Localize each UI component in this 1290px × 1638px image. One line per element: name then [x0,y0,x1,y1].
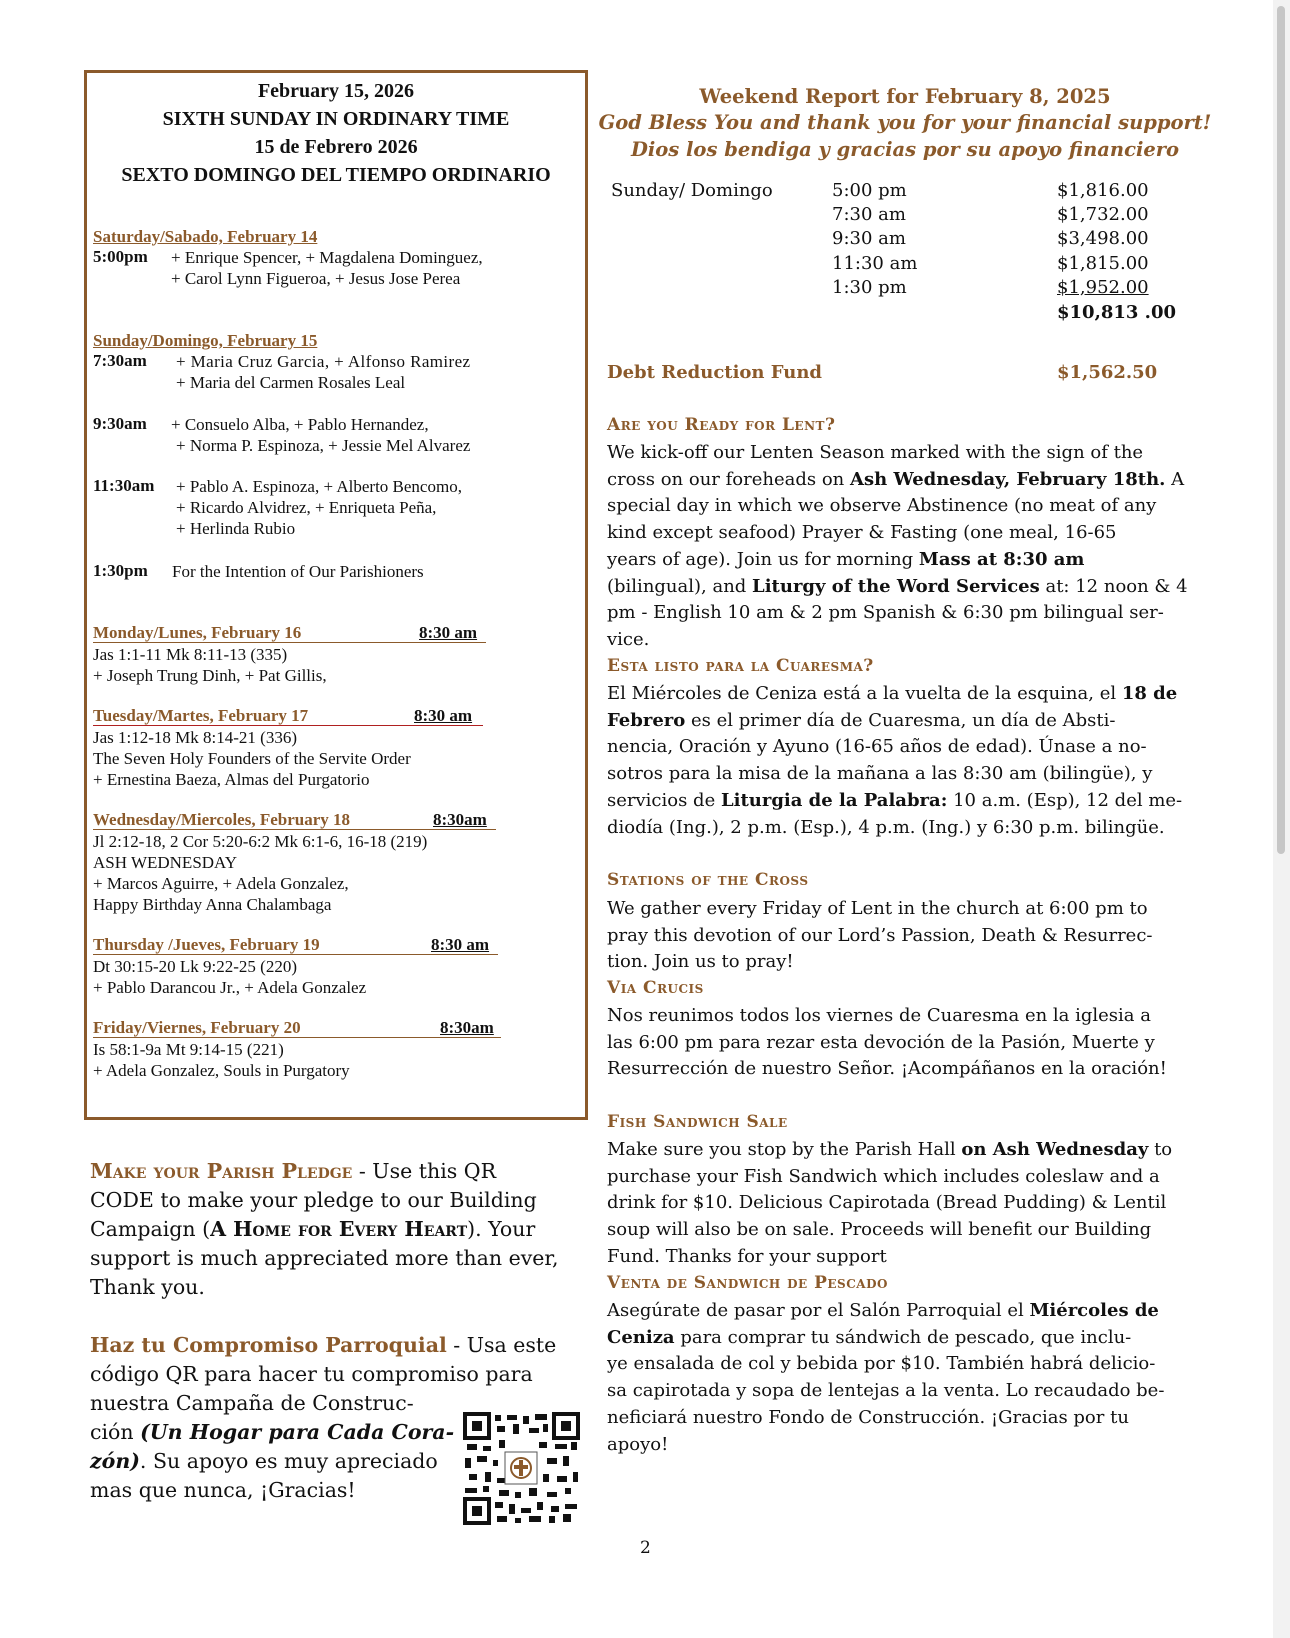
saturday-time: 5:00pm [93,247,148,266]
pledge-es-line3: nuestra Campaña de Construc- [90,1391,414,1415]
report-time: 5:00 pm [832,180,907,201]
pledge-es-line4a: ción [90,1420,141,1444]
pledge-en-campaign: A Home for Every Heart [210,1217,468,1241]
pledge-en-line1: - Use this QR [352,1159,497,1183]
report-time: 11:30 am [832,253,918,274]
lent-en-mass-time: Mass at 8:30 am [918,548,1085,570]
thursday-header: Thursday /Jueves, February 19 [93,935,320,954]
stations-en-line1: We gather every Friday of Lent in the church at 6:00 pm to [607,898,1148,919]
pledge-en-line5: Thank you. [90,1275,205,1299]
lent-en-line5a: years of age). Join us for morning [607,548,919,570]
fish-en-line3: drink for $10. Delicious Capirotada (Bread Pudding) & Lentil [607,1192,1167,1214]
pledge-en-line4: support is much appreciated more than ever, [90,1246,559,1270]
header-title-en: SIXTH SUNDAY IN ORDINARY TIME [162,108,510,130]
fish-en-line2: purchase your Fish Sandwich which includes coleslaw and a [607,1165,1160,1187]
lent-es-heading: Esta listo para la Cuaresma? [607,656,874,676]
lent-es-paragraph [607,681,1182,841]
stations-en-line2: pray this devotion of our Lord’s Passion, Death & Resurrec- [607,924,1153,946]
monday-header: Monday/Lunes, February 16 [93,623,302,642]
thursday-line2: + Pablo Darancou Jr., + Adela Gonzalez [93,978,367,997]
lent-es-date-b: Febrero [607,709,686,731]
lent-es-line3: nencia, Oración y Ayuno (16-65 años de edad). Únase a no- [607,736,1147,758]
fish-es-date-a: Miércoles de [1029,1300,1159,1321]
report-amount: $1,732.00 [1057,204,1149,225]
lent-es-line2b: es el primer día de Cuaresma, un día de Absti- [685,709,1116,731]
fish-en-line5: Fund. Thanks for your support [607,1245,887,1267]
sunday-m4-time: 1:30pm [93,561,148,580]
pledge-es-line1: - Usa este [446,1333,557,1357]
stations-en-heading: Stations of the Cross [607,870,809,890]
sunday-m3-line2: + Ricardo Alvidrez, + Enriqueta Peña, [176,498,437,517]
thursday-line1: Dt 30:15-20 Lk 9:22-25 (220) [93,957,297,976]
sunday-m3-time: 11:30am [93,476,155,495]
sunday-m3-line3: + Herlinda Rubio [176,519,296,538]
fish-es-line5: neficiará nuestro Fondo de Construcción. ¡Gracias por tu [607,1406,1129,1428]
lent-es-line5a: servicios de [607,789,721,811]
fish-es-line6: apoyo! [607,1433,669,1455]
header-date-en: February 15, 2026 [257,80,415,102]
pledge-es-campaign-a: (Un Hogar para Cada Cora- [140,1420,455,1444]
sunday-m1-line2: + Maria del Carmen Rosales Leal [176,373,406,392]
report-label: Sunday/ Domingo [611,180,773,201]
lent-en-line7: pm - English 10 am & 2 pm Spanish & 6:30 pm bilingual ser- [607,602,1164,624]
lent-en-liturgy: Liturgy of the Word Services [752,575,1040,597]
pledge-en-line3c: ). Your [467,1217,536,1241]
lent-es-date-a: 18 de [1121,683,1178,704]
lent-en-line1: We kick-off our Lenten Season marked with the sign of the [607,442,1144,463]
lent-es-line5c: 10 a.m. (Esp), 12 del me- [947,789,1183,811]
report-total: $10,813 .00 [1057,302,1176,323]
scrollbar-thumb[interactable] [1277,6,1285,854]
fish-en-ash-wednesday: on Ash Wednesday [961,1139,1149,1160]
lent-es-line6: diodía (Ing.), 2 p.m. (Esp.), 4 p.m. (Ing.) y 6:30 p.m. bilingüe. [607,816,1165,838]
fish-es-line4: sa capirotada y sopa de lentejas a la venta. Lo recaudado be- [607,1380,1165,1402]
pledge-en-heading: Make your Parish Pledge [90,1159,353,1183]
pledge-es-heading: Haz tu Compromiso Parroquial [90,1333,447,1357]
report-title: Weekend Report for February 8, 2025 [699,85,1111,108]
fish-es-date-b: Ceniza [607,1326,675,1348]
sunday-m1-line1: + Maria Cruz Garcia, + Alfonso Ramirez [176,352,471,371]
stations-en-paragraph [607,896,1153,976]
lent-es-liturgy: Liturgia de la Palabra: [720,789,948,811]
sunday-m2-line2: + Norma P. Espinoza, + Jessie Mel Alvarez [176,436,471,455]
sunday-m1-time: 7:30am [93,351,147,370]
stations-es-line1: Nos reunimos todos los viernes de Cuaresma en la iglesia a [607,1005,1151,1026]
wednesday-line2: ASH WEDNESDAY [93,853,238,872]
lent-en-line8: vice. [607,628,650,650]
sunday-m4-line1: For the Intention of Our Parishioners [172,562,424,581]
stations-es-line3: Resurrección de nuestro Señor. ¡Acompáñanos en la oración! [607,1058,1167,1080]
debt-label: Debt Reduction Fund [607,362,823,383]
saturday-header: Saturday/Sabado, February 14 [93,227,318,246]
monday-line1: Jas 1:1-11 Mk 8:11-13 (335) [93,645,288,664]
report-amount: $1,952.00 [1057,277,1149,298]
fish-en-line1a: Make sure you stop by the Parish Hall [607,1139,962,1160]
report-time: 7:30 am [832,204,906,225]
wednesday-line4: Happy Birthday Anna Chalambaga [93,895,332,914]
tuesday-line2: The Seven Holy Founders of the Servite Order [93,749,411,768]
sunday-m2-time: 9:30am [93,414,147,433]
friday-time: 8:30am [440,1018,494,1037]
sunday-m3-line1: + Pablo A. Espinoza, + Alberto Bencomo, [176,477,462,496]
lent-en-ash-wednesday: Ash Wednesday, February 18th. [850,468,1166,490]
wednesday-line1: Jl 2:12-18, 2 Cor 5:20-6:2 Mk 6:1-6, 16-18 (219) [93,832,428,851]
saturday-line2: + Carol Lynn Figueroa, + Jesus Jose Perea [171,269,461,288]
stations-en-line3: tion. Join us to pray! [607,951,794,973]
sunday-m2-line1: + Consuelo Alba, + Pablo Hernandez, [171,415,429,434]
lent-en-line6a: (bilingual), and [607,575,753,597]
pledge-es-line5b: . Su apoyo es muy apreciado [139,1449,438,1473]
fish-en-line1c: to [1148,1139,1173,1160]
stations-es-heading: Via Crucis [607,978,704,998]
report-amount: $3,498.00 [1057,228,1149,249]
fish-es-line2b: para comprar tu sándwich de pescado, que inclu- [674,1326,1132,1348]
fish-es-paragraph [607,1298,1164,1458]
wednesday-time: 8:30am [433,810,487,829]
wednesday-line3: + Marcos Aguirre, + Adela Gonzalez, [93,874,349,893]
fish-es-line3: ye ensalada de col y bebida por $10. También habrá delicio- [607,1353,1156,1375]
report-time: 9:30 am [832,228,906,249]
lent-en-line4: kind except seafood) Prayer & Fasting (one meal, 16-65 [607,522,1117,544]
pledge-en-line2: CODE to make your pledge to our Building [90,1188,537,1212]
friday-header: Friday/Viernes, February 20 [93,1018,301,1037]
sunday-header: Sunday/Domingo, February 15 [93,331,318,350]
pledge-qr-code[interactable] [463,1412,580,1525]
lent-en-paragraph [607,440,1188,654]
pledge-es-campaign-b: zón) [90,1449,140,1473]
fish-en-heading: Fish Sandwich Sale [607,1112,788,1132]
vertical-scrollbar[interactable] [1273,0,1290,1638]
thursday-time: 8:30 am [431,935,490,954]
fish-es-heading: Venta de Sandwich de Pescado [607,1273,888,1293]
pledge-en-line3a: Campaign ( [90,1217,211,1241]
friday-line2: + Adela Gonzalez, Souls in Purgatory [93,1061,350,1080]
pledge-es-line2: código QR para hacer tu compromiso para [90,1362,533,1386]
pledge-es-line6: mas que nunca, ¡Gracias! [90,1478,356,1502]
fish-en-line4: soup will also be on sale. Proceeds will benefit our Building [607,1219,1152,1241]
stations-es-line2: las 6:00 pm para rezar esta devoción de la Pasión, Muerte y [607,1031,1155,1053]
report-amount: $1,815.00 [1057,253,1149,274]
monday-line2: + Joseph Trung Dinh, + Pat Gillis, [93,666,327,685]
lent-en-heading: Are you Ready for Lent? [607,415,836,435]
lent-en-line2a: cross on our foreheads on [607,468,850,490]
debt-amount: $1,562.50 [1057,362,1158,383]
monday-time: 8:30 am [419,623,478,642]
page-number: 2 [640,1538,651,1558]
lent-en-line3: special day in which we observe Abstinence (no meat of any [607,495,1157,517]
tuesday-header: Tuesday/Martes, February 17 [93,706,309,725]
tuesday-time: 8:30 am [414,706,473,725]
lent-en-line6c: at: 12 noon & 4 [1039,575,1188,597]
report-time: 1:30 pm [832,277,907,298]
lent-en-line2c: A [1165,468,1185,490]
tuesday-line3: + Ernestina Baeza, Almas del Purgatorio [93,770,370,789]
lent-es-line1a: El Miércoles de Ceniza está a la vuelta de la esquina, el [607,683,1122,704]
report-thanks-es: Dios los bendiga y gracias por su apoyo financiero [630,138,1180,161]
stations-es-paragraph [607,1003,1167,1083]
wednesday-header: Wednesday/Miercoles, February 18 [93,810,351,829]
header-title-es: SEXTO DOMINGO DEL TIEMPO ORDINARIO [121,164,551,186]
pledge-en-paragraph [90,1157,559,1302]
report-amount: $1,816.00 [1057,180,1149,201]
fish-es-line1a: Asegúrate de pasar por el Salón Parroquial el [607,1300,1030,1321]
report-thanks-en: God Bless You and thank you for your financial support! [598,111,1212,134]
friday-line1: Is 58:1-9a Mt 9:14-15 (221) [93,1040,284,1059]
saturday-line1: + Enrique Spencer, + Magdalena Dominguez, [171,248,483,267]
lent-es-line4: sotros para la misa de la mañana a las 8:30 am (bilingüe), y [607,763,1153,785]
header-date-es: 15 de Febrero 2026 [254,136,418,158]
tuesday-line1: Jas 1:12-18 Mk 8:14-21 (336) [93,728,297,747]
fish-en-paragraph [607,1137,1172,1271]
